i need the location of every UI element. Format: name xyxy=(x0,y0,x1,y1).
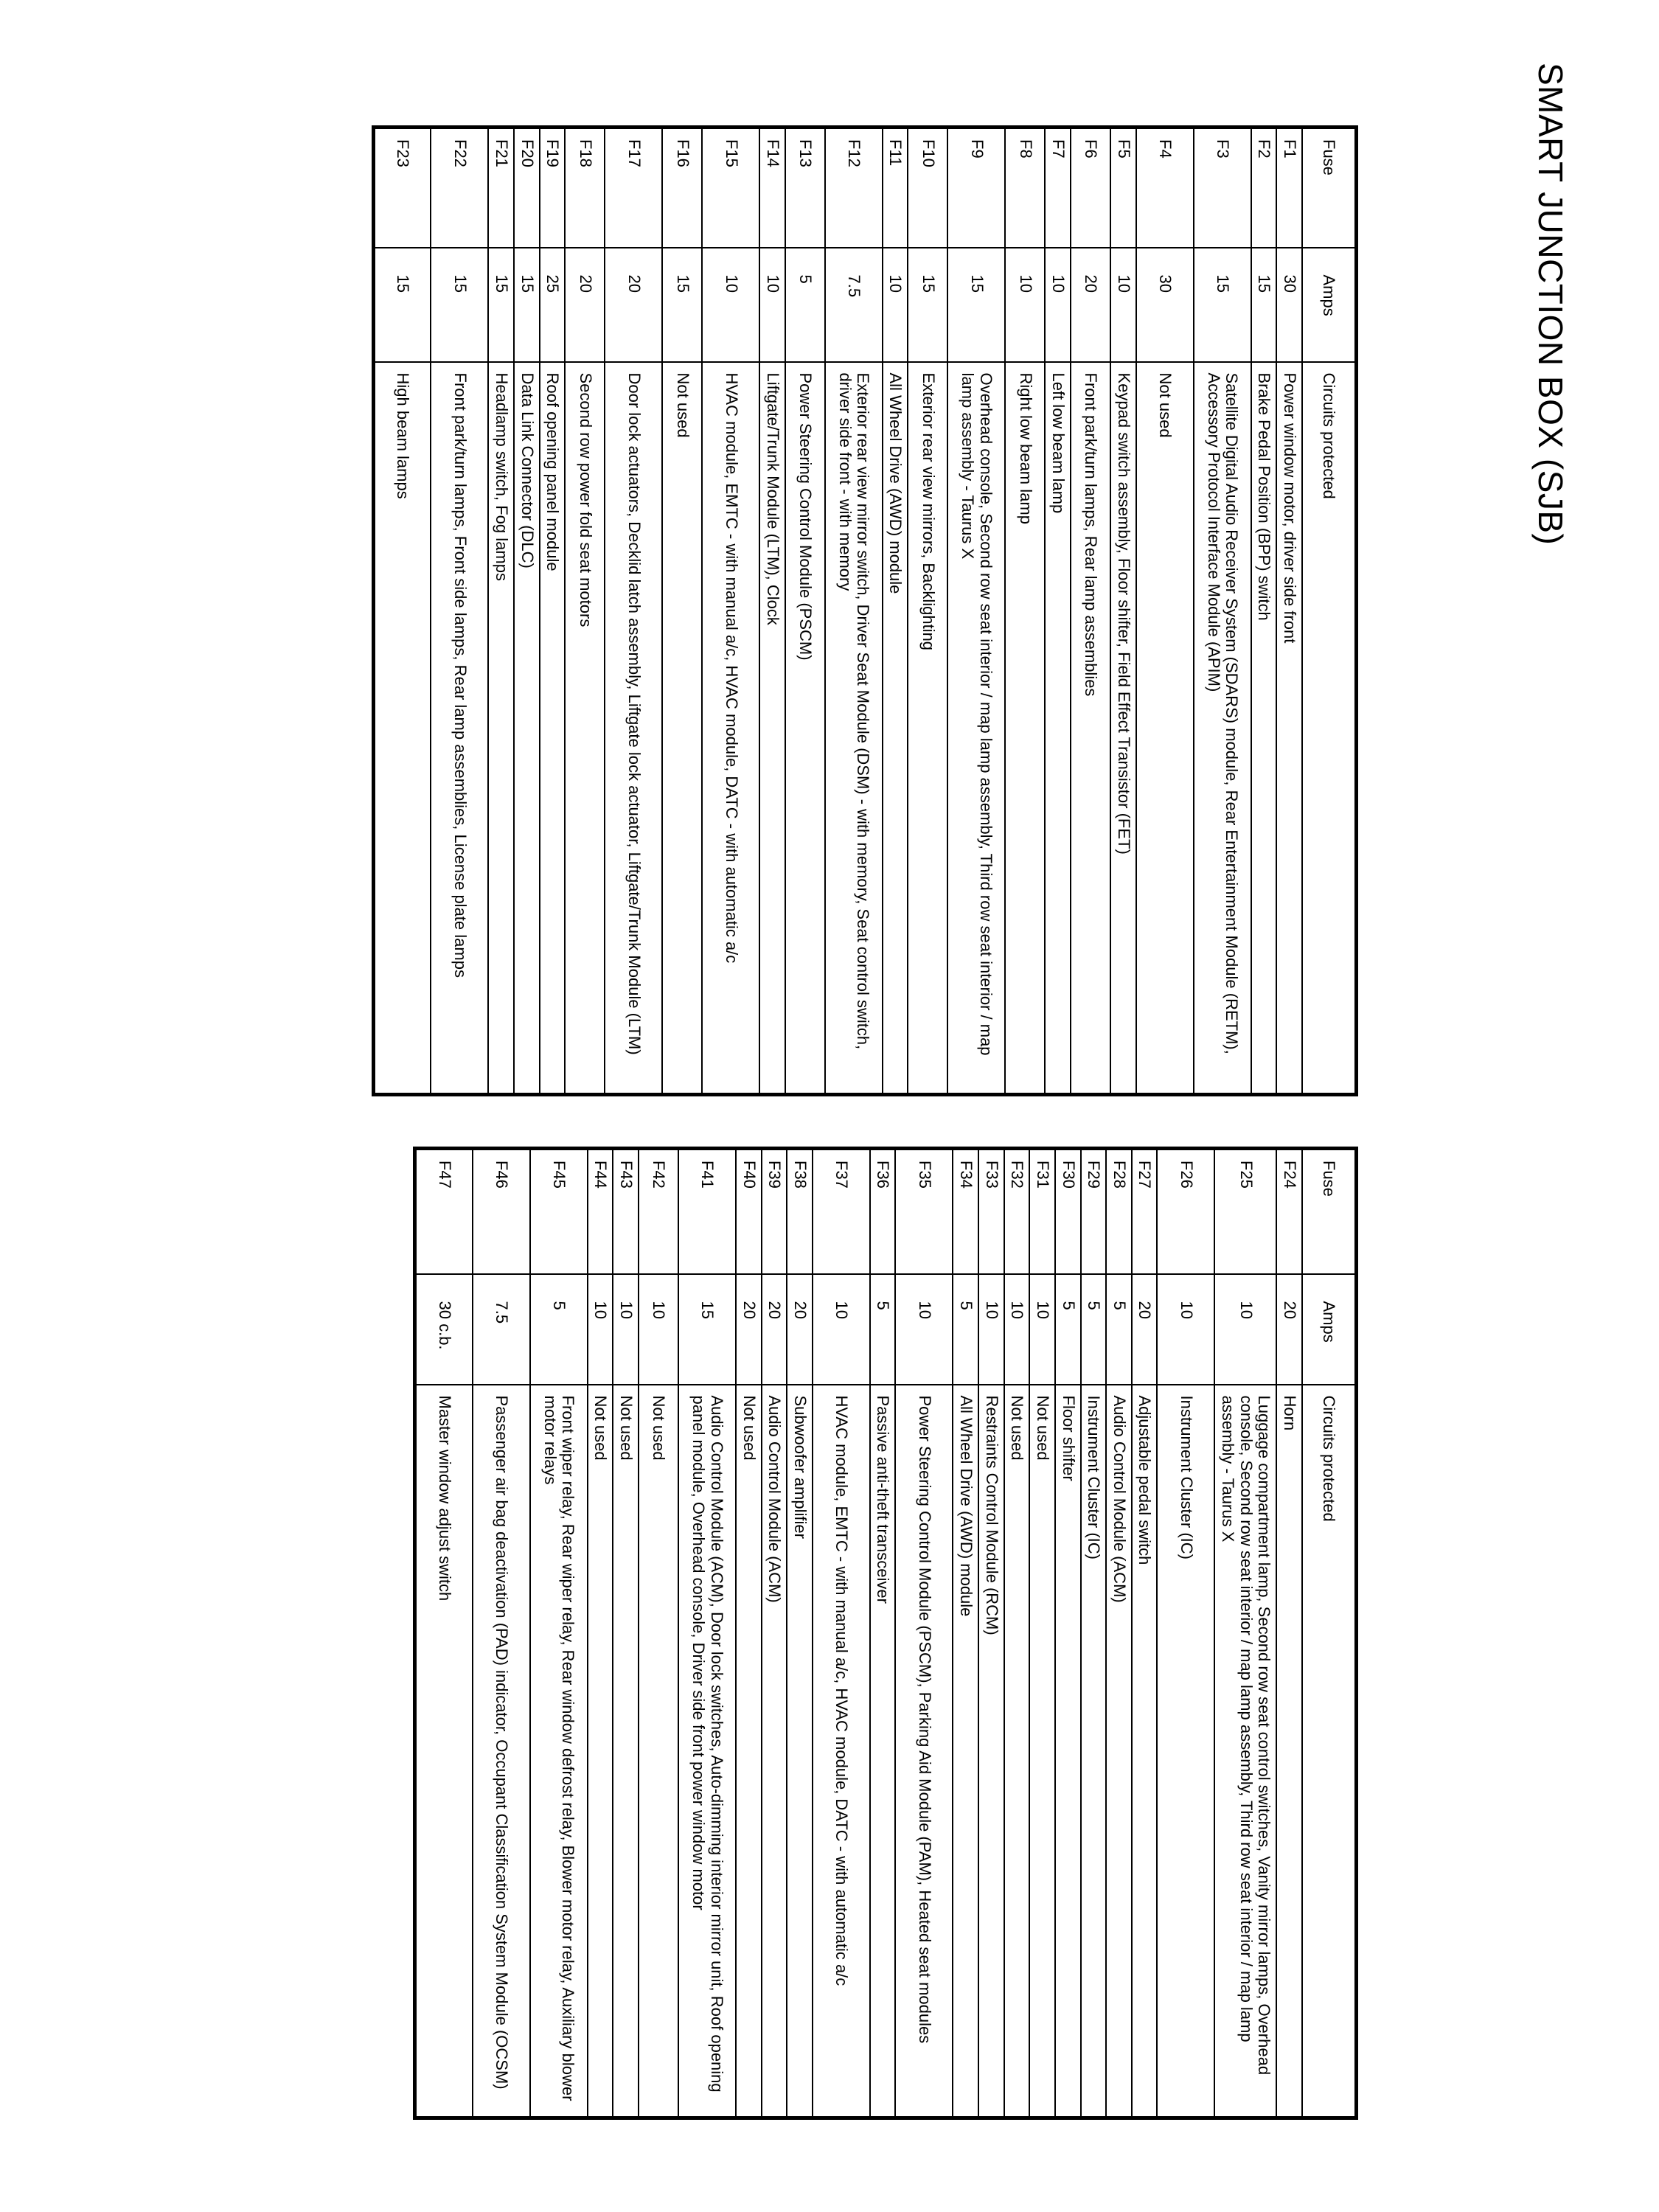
circuits-protected: Not used xyxy=(736,1385,762,2118)
table-row xyxy=(787,1149,813,2118)
fuse-amps: 5 xyxy=(785,248,825,362)
fuse-number: F45 xyxy=(530,1149,588,1274)
fuse-table-2 xyxy=(413,1147,1358,2120)
fuse-amps: 15 xyxy=(908,248,948,362)
table-row xyxy=(762,1149,787,2118)
fuse-amps: 10 xyxy=(588,1274,613,1385)
fuse-amps: 15 xyxy=(678,1274,736,1385)
fuse-number: F4 xyxy=(1136,128,1194,248)
fuse-number: F9 xyxy=(948,128,1006,248)
table-row xyxy=(1194,128,1251,1095)
circuits-protected: Subwoofer amplifier xyxy=(787,1385,813,2118)
table-row xyxy=(1029,1149,1055,2118)
table-row xyxy=(736,1149,762,2118)
fuse-amps: 30 c.b. xyxy=(415,1274,473,1385)
fuse-number: F6 xyxy=(1071,128,1110,248)
table-row xyxy=(1276,128,1302,1095)
circuits-protected: All Wheel Drive (AWD) module xyxy=(883,362,908,1095)
table-row xyxy=(1158,1149,1215,2118)
table-row xyxy=(1006,128,1046,1095)
fuse-number: F38 xyxy=(787,1149,813,1274)
circuits-protected: Passenger air bag deactivation (PAD) indicator, Occupant Classification System Module (OCSM) xyxy=(473,1385,530,2118)
circuits-protected: Restraints Control Module (RCM) xyxy=(978,1385,1004,2118)
fuse-amps: 20 xyxy=(787,1274,813,1385)
table-row xyxy=(1276,1149,1302,2118)
fuse-amps: 15 xyxy=(514,248,540,362)
table-row xyxy=(953,1149,979,2118)
fuse-number: F28 xyxy=(1106,1149,1132,1274)
fuse-number: F16 xyxy=(662,128,702,248)
fuse-number: F25 xyxy=(1215,1149,1277,1274)
fuse-number: F44 xyxy=(588,1149,613,1274)
circuits-protected: HVAC module, EMTC - with manual a/c, HVAC module, DATC - with automatic a/c xyxy=(702,362,759,1095)
column-header-amps: Amps xyxy=(1302,1274,1357,1385)
circuits-protected: Floor shifter xyxy=(1055,1385,1081,2118)
fuse-number: F33 xyxy=(978,1149,1004,1274)
circuits-protected: Adjustable pedal switch xyxy=(1132,1385,1158,2118)
fuse-number: F20 xyxy=(514,128,540,248)
fuse-number: F37 xyxy=(813,1149,870,1274)
fuse-number: F32 xyxy=(1004,1149,1030,1274)
column-header-circuits: Circuits protected xyxy=(1302,362,1357,1095)
column-header-amps: Amps xyxy=(1302,248,1357,362)
fuse-amps: 20 xyxy=(565,248,605,362)
fuse-number: F7 xyxy=(1046,128,1071,248)
fuse-number: F21 xyxy=(488,128,514,248)
table-row xyxy=(1132,1149,1158,2118)
circuits-protected: Exterior rear view mirrors, Backlighting xyxy=(908,362,948,1095)
circuits-protected: Passive anti-theft transceiver xyxy=(870,1385,896,2118)
fuse-number: F13 xyxy=(785,128,825,248)
circuits-protected: Brake Pedal Position (BPP) switch xyxy=(1251,362,1277,1095)
fuse-amps: 7.5 xyxy=(825,248,883,362)
table-row xyxy=(415,1149,473,2118)
table-row xyxy=(813,1149,870,2118)
fuse-amps: 20 xyxy=(762,1274,787,1385)
table-row xyxy=(431,128,488,1095)
fuse-number: F24 xyxy=(1276,1149,1302,1274)
fuse-amps: 20 xyxy=(1132,1274,1158,1385)
fuse-amps: 20 xyxy=(736,1274,762,1385)
fuse-amps: 5 xyxy=(1081,1274,1107,1385)
circuits-protected: Front park/turn lamps, Rear lamp assemblies xyxy=(1071,362,1110,1095)
fuse-amps: 10 xyxy=(702,248,759,362)
page-title: SMART JUNCTION BOX (SJB) xyxy=(1531,63,1570,546)
fuse-number: F19 xyxy=(540,128,566,248)
table-row xyxy=(1046,128,1071,1095)
fuse-amps: 10 xyxy=(813,1274,870,1385)
fuse-number: F23 xyxy=(373,128,431,248)
table-row xyxy=(373,128,431,1095)
fuse-amps: 30 xyxy=(1136,248,1194,362)
fuse-number: F29 xyxy=(1081,1149,1107,1274)
fuse-amps: 10 xyxy=(639,1274,678,1385)
fuse-number: F1 xyxy=(1276,128,1302,248)
circuits-protected: Headlamp switch, Fog lamps xyxy=(488,362,514,1095)
fuse-amps: 20 xyxy=(1071,248,1110,362)
circuits-protected: Master window adjust switch xyxy=(415,1385,473,2118)
fuse-number: F46 xyxy=(473,1149,530,1274)
circuits-protected: Not used xyxy=(1004,1385,1030,2118)
table-row xyxy=(825,128,883,1095)
fuse-amps: 5 xyxy=(953,1274,979,1385)
fuse-amps: 20 xyxy=(1276,1274,1302,1385)
fuse-amps: 5 xyxy=(870,1274,896,1385)
fuse-amps: 30 xyxy=(1276,248,1302,362)
table-row xyxy=(896,1149,953,2118)
column-header-fuse: Fuse xyxy=(1302,1149,1357,1274)
fuse-amps: 10 xyxy=(1215,1274,1277,1385)
circuits-protected: Roof opening panel module xyxy=(540,362,566,1095)
fuse-amps: 10 xyxy=(1110,248,1136,362)
circuits-protected: Power Steering Control Module (PSCM), Parking Aid Module (PAM), Heated seat modules xyxy=(896,1385,953,2118)
circuits-protected: Left low beam lamp xyxy=(1046,362,1071,1095)
circuits-protected: Not used xyxy=(1029,1385,1055,2118)
fuse-number: F31 xyxy=(1029,1149,1055,1274)
table-row xyxy=(530,1149,588,2118)
fuse-amps: 10 xyxy=(1158,1274,1215,1385)
circuits-protected: Not used xyxy=(613,1385,639,2118)
circuits-protected: HVAC module, EMTC - with manual a/c, HVAC module, DATC - with automatic a/c xyxy=(813,1385,870,2118)
column-header-fuse: Fuse xyxy=(1302,128,1357,248)
table-row xyxy=(785,128,825,1095)
table-row xyxy=(678,1149,736,2118)
table-row xyxy=(702,128,759,1095)
circuits-protected: Instrument Cluster (IC) xyxy=(1081,1385,1107,2118)
fuse-number: F41 xyxy=(678,1149,736,1274)
fuse-number: F18 xyxy=(565,128,605,248)
table-row xyxy=(908,128,948,1095)
fuse-amps: 5 xyxy=(530,1274,588,1385)
fuse-amps: 10 xyxy=(896,1274,953,1385)
fuse-number: F3 xyxy=(1194,128,1251,248)
fuse-amps: 7.5 xyxy=(473,1274,530,1385)
table-row xyxy=(1106,1149,1132,2118)
fuse-amps: 15 xyxy=(948,248,1006,362)
fuse-number: F26 xyxy=(1158,1149,1215,1274)
circuits-protected: Luggage compartment lamp, Second row seat control switches, Vanity mirror lamps, Overhead console, Second row seat interior / map lamp assembly, Third row seat interior / map lamp assembly - Taurus X xyxy=(1215,1385,1277,2118)
circuits-protected: Exterior rear view mirror switch, Driver Seat Module (DSM) - with memory, Seat control switch, driver side front - with memory xyxy=(825,362,883,1095)
circuits-protected: Satellite Digital Audio Receiver System (SDARS) module, Rear Entertainment Module (RETM), Accessory Protocol Interface Module (APIM) xyxy=(1194,362,1251,1095)
circuits-protected: Horn xyxy=(1276,1385,1302,2118)
circuits-protected: Instrument Cluster (IC) xyxy=(1158,1385,1215,2118)
table-row xyxy=(1110,128,1136,1095)
circuits-protected: Overhead console, Second row seat interior / map lamp assembly, Third row seat interior / map lamp assembly - Taurus X xyxy=(948,362,1006,1095)
fuse-number: F36 xyxy=(870,1149,896,1274)
fuse-table-1 xyxy=(372,125,1358,1096)
circuits-protected: Second row power fold seat motors xyxy=(565,362,605,1095)
fuse-amps: 10 xyxy=(978,1274,1004,1385)
fuse-amps: 10 xyxy=(883,248,908,362)
fuse-amps: 10 xyxy=(1029,1274,1055,1385)
circuits-protected: Liftgate/Trunk Module (LTM), Clock xyxy=(759,362,785,1095)
fuse-amps: 15 xyxy=(662,248,702,362)
circuits-protected: Door lock actuators, Decklid latch assembly, Liftgate lock actuator, Liftgate/Trunk Module (LTM) xyxy=(605,362,662,1095)
fuse-number: F22 xyxy=(431,128,488,248)
table-header-row xyxy=(1302,128,1357,1095)
circuits-protected: Not used xyxy=(639,1385,678,2118)
circuits-protected: Audio Control Module (ACM) xyxy=(762,1385,787,2118)
table-row xyxy=(978,1149,1004,2118)
circuits-protected: All Wheel Drive (AWD) module xyxy=(953,1385,979,2118)
circuits-protected: Front park/turn lamps, Front side lamps, Rear lamp assemblies, License plate lamps xyxy=(431,362,488,1095)
fuse-number: F30 xyxy=(1055,1149,1081,1274)
circuits-protected: Audio Control Module (ACM), Door lock switches, Auto-dimming interior mirror unit, Roof opening panel module, Overhead console, Driver side front power window motor xyxy=(678,1385,736,2118)
table-row xyxy=(565,128,605,1095)
fuse-number: F5 xyxy=(1110,128,1136,248)
fuse-number: F2 xyxy=(1251,128,1277,248)
table-row xyxy=(1081,1149,1107,2118)
circuits-protected: Keypad switch assembly, Floor shifter, Field Effect Transistor (FET) xyxy=(1110,362,1136,1095)
fuse-amps: 10 xyxy=(613,1274,639,1385)
fuse-number: F14 xyxy=(759,128,785,248)
fuse-amps: 15 xyxy=(1251,248,1277,362)
fuse-number: F10 xyxy=(908,128,948,248)
table-row xyxy=(948,128,1006,1095)
table-row xyxy=(1215,1149,1277,2118)
circuits-protected: Right low beam lamp xyxy=(1006,362,1046,1095)
table-row xyxy=(514,128,540,1095)
fuse-amps: 15 xyxy=(373,248,431,362)
table-row xyxy=(540,128,566,1095)
fuse-number: F42 xyxy=(639,1149,678,1274)
fuse-number: F34 xyxy=(953,1149,979,1274)
table-row xyxy=(662,128,702,1095)
table-row xyxy=(605,128,662,1095)
fuse-amps: 5 xyxy=(1106,1274,1132,1385)
circuits-protected: High beam lamps xyxy=(373,362,431,1095)
column-header-circuits: Circuits protected xyxy=(1302,1385,1357,2118)
circuits-protected: Front wiper relay, Rear wiper relay, Rear window defrost relay, Blower motor relay, Auxiliary blower motor relays xyxy=(530,1385,588,2118)
table-row xyxy=(883,128,908,1095)
fuse-amps: 15 xyxy=(431,248,488,362)
table-row xyxy=(613,1149,639,2118)
fuse-number: F17 xyxy=(605,128,662,248)
fuse-amps: 5 xyxy=(1055,1274,1081,1385)
fuse-number: F39 xyxy=(762,1149,787,1274)
circuits-protected: Power Steering Control Module (PSCM) xyxy=(785,362,825,1095)
fuse-number: F40 xyxy=(736,1149,762,1274)
table-row xyxy=(473,1149,530,2118)
circuits-protected: Audio Control Module (ACM) xyxy=(1106,1385,1132,2118)
fuse-number: F8 xyxy=(1006,128,1046,248)
table-row xyxy=(1004,1149,1030,2118)
fuse-number: F43 xyxy=(613,1149,639,1274)
table-row xyxy=(1055,1149,1081,2118)
fuse-number: F47 xyxy=(415,1149,473,1274)
table-row xyxy=(870,1149,896,2118)
fuse-amps: 10 xyxy=(1004,1274,1030,1385)
fuse-amps: 15 xyxy=(1194,248,1251,362)
table-row xyxy=(488,128,514,1095)
circuits-protected: Not used xyxy=(1136,362,1194,1095)
circuits-protected: Data Link Connector (DLC) xyxy=(514,362,540,1095)
table-row xyxy=(588,1149,613,2118)
circuits-protected: Not used xyxy=(662,362,702,1095)
table-row xyxy=(1136,128,1194,1095)
table-row xyxy=(639,1149,678,2118)
fuse-amps: 10 xyxy=(1046,248,1071,362)
fuse-amps: 20 xyxy=(605,248,662,362)
fuse-amps: 25 xyxy=(540,248,566,362)
fuse-number: F15 xyxy=(702,128,759,248)
fuse-amps: 15 xyxy=(488,248,514,362)
circuits-protected: Not used xyxy=(588,1385,613,2118)
fuse-amps: 10 xyxy=(759,248,785,362)
fuse-amps: 10 xyxy=(1006,248,1046,362)
circuits-protected: Power window motor, driver side front xyxy=(1276,362,1302,1095)
fuse-number: F11 xyxy=(883,128,908,248)
fuse-number: F12 xyxy=(825,128,883,248)
table-row xyxy=(759,128,785,1095)
table-row xyxy=(1071,128,1110,1095)
fuse-number: F27 xyxy=(1132,1149,1158,1274)
table-header-row xyxy=(1302,1149,1357,2118)
table-row xyxy=(1251,128,1277,1095)
fuse-number: F35 xyxy=(896,1149,953,1274)
